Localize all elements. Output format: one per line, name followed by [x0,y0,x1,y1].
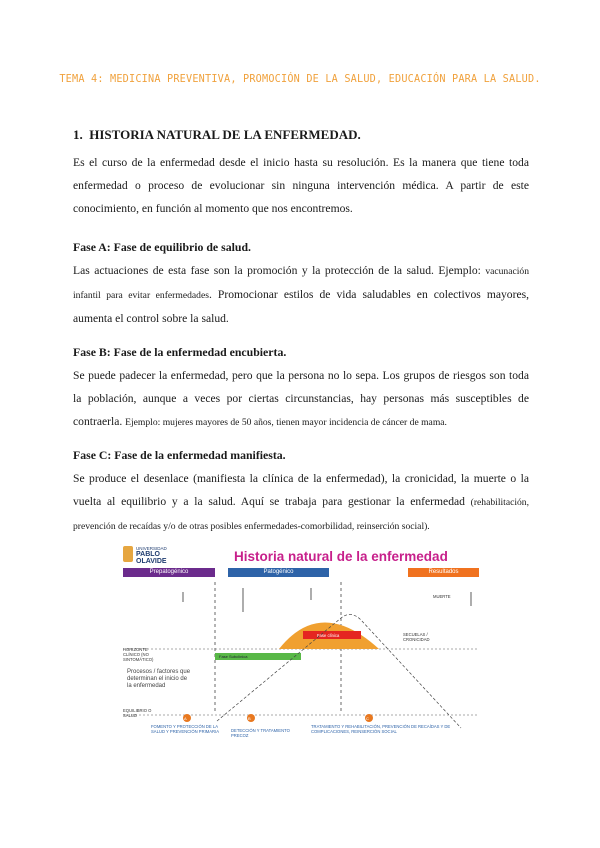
phase-c-title: Fase C: Fase de la enfermedad manifiesta. [73,448,286,462]
section-heading-text: HISTORIA NATURAL DE LA ENFERMEDAD. [89,127,361,142]
intro-text: Es el curso de la enfermedad desde el inicio hasta su resolución. Es la manera que tiene toda enfermedad o proceso de evolucionar sin ninguna intervención médica. A partir de este conocimiento, en función al momento que nos encontremos. [73,156,529,215]
university-logo-icon [123,546,133,562]
subclinical-label: Fase Subclínica [219,654,248,659]
intro-paragraph [73,151,529,220]
logo-line2: OLAVIDE [136,558,167,565]
phase-a-title: Fase A: Fase de equilibrio de salud. [73,240,251,254]
muerte-label: MUERTE [433,594,451,599]
equilibrio-label: EQUILIBRIO O SALUD [123,708,152,718]
secuelas-label: SECUELAS / CRONICIDAD [403,632,430,642]
stage-patogenico: Patogénico [228,568,329,577]
phase-c-example: (rehabilitación, prevención de recaídas y/o de otras posibles enfermedades-comorbilidad, reinserción social). [73,497,529,532]
logo-small: UNIVERSIDAD [136,546,167,551]
phase-a-end: . Promocionar estilos de vida saludables en colectivos mayores, aumenta el control sobre la salud. [73,288,529,325]
phase-a-main: Las actuaciones de esta fase son la promoción y la protección de la salud. Ejemplo: [73,264,486,277]
stage-resultados: Resultados [408,568,479,577]
phase-c-main: Se produce el desenlace (manifiesta la clínica de la enfermedad), la cronicidad, la muerte o la vuelta al equilibrio y a la salud. Aquí se trabaja para gestionar la enfermedad [73,472,529,508]
mark-b-label: B [248,716,251,721]
caption-b: DETECCIÓN Y TRATAMIENTO PRECOZ [231,728,290,738]
process-label: Procesos / factores que determinan el inicio de la enfermedad [127,669,191,689]
natural-history-figure [121,544,481,752]
caption-c: TRATAMIENTO Y REHABILITACIÓN, PREVENCIÓN DE RECAÍDAS Y DE COMPLICACIONES, REINSERCIÓN SOCIAL [311,724,451,734]
phase-a-text [73,259,529,330]
phase-b-text [73,364,529,434]
phase-c-block [73,444,529,538]
phase-b-main: Se puede padecer la enfermedad, pero que la persona no lo sepa. Los grupos de riesgos son toda la población, aunque a veces por ciertas circunstancias, hay personas más susceptibles de contraerla. [73,369,529,428]
section-heading [73,127,529,143]
document-title: TEMA 4: MEDICINA PREVENTIVA, PROMOCIÓN DE LA SALUD, EDUCACIÓN PARA LA SALUD. [59,74,541,85]
phase-c-text [73,467,529,538]
stage-prepatogenico: Prepatogénico [123,568,215,577]
phase-a-block [73,236,529,330]
mark-c-label: C [366,716,369,721]
phase-a-example: vacunación infantil para evitar enfermedades [73,266,529,301]
section-number: 1. [73,127,83,142]
phase-b-example: Ejemplo: mujeres mayores de 50 años, tienen mayor incidencia de cáncer de mama. [125,417,447,428]
phase-b-title: Fase B: Fase de la enfermedad encubierta. [73,345,287,359]
university-logo-text [136,546,167,565]
phase-b-block [73,341,529,434]
mark-a-label: A [184,716,187,721]
horizonte-label: HORIZONTE CLÍNICO (NO SINTOMÁTICO) [123,647,154,662]
clinical-label: Fase clínica [317,633,340,638]
caption-a: FOMENTO Y PROTECCIÓN DE LA SALUD Y PREVENCIÓN PRIMARIA [151,724,220,734]
figure-title: Historia natural de la enfermedad [234,549,448,564]
logo-line1: PABLO [136,551,160,558]
